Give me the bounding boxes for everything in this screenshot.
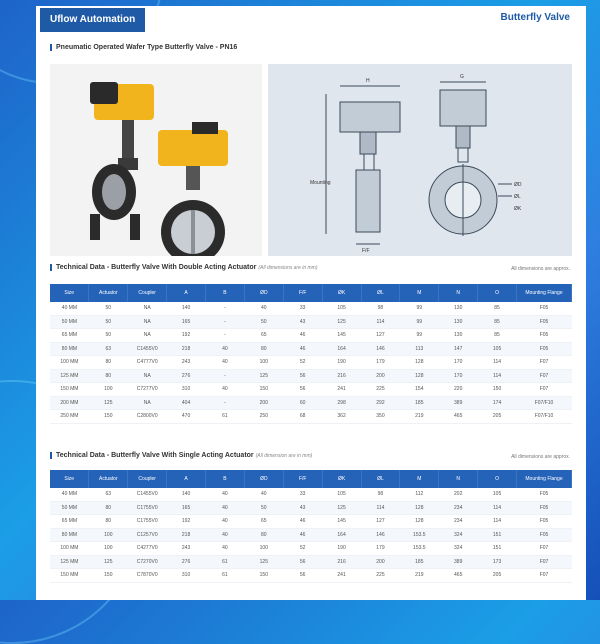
table-cell: 65 MM bbox=[50, 329, 89, 343]
table-cell: 100 MM bbox=[50, 542, 89, 556]
table-cell: 218 bbox=[167, 528, 206, 542]
column-header: ØK bbox=[322, 470, 361, 488]
table-cell: F05 bbox=[517, 528, 572, 542]
table-cell: 112 bbox=[400, 488, 439, 501]
table-cell: 40 bbox=[206, 356, 245, 370]
table-cell: 165 bbox=[167, 501, 206, 515]
table-cell: 130 bbox=[439, 302, 478, 315]
column-header: O bbox=[478, 284, 517, 302]
column-header: ØD bbox=[244, 470, 283, 488]
front-view bbox=[429, 82, 512, 236]
table-row bbox=[50, 515, 572, 529]
table-row bbox=[50, 488, 572, 501]
table-cell: 174 bbox=[478, 396, 517, 410]
table-cell: 243 bbox=[167, 356, 206, 370]
table-cell: 250 bbox=[244, 410, 283, 424]
dim-label-h: H bbox=[366, 78, 370, 84]
table-cell: 276 bbox=[167, 369, 206, 383]
table-cell: 65 bbox=[244, 515, 283, 529]
table-cell: 68 bbox=[283, 410, 322, 424]
table-cell: 50 bbox=[89, 329, 128, 343]
table-cell: 125 bbox=[244, 369, 283, 383]
dim-label-ff: F/F bbox=[362, 248, 370, 254]
table-cell: 140 bbox=[167, 302, 206, 315]
table-row bbox=[50, 329, 572, 343]
column-header: A bbox=[167, 470, 206, 488]
table-cell: 150 bbox=[89, 569, 128, 583]
table-row bbox=[50, 528, 572, 542]
table-cell: 145 bbox=[322, 329, 361, 343]
table-cell: 113 bbox=[400, 342, 439, 356]
table-row bbox=[50, 302, 572, 315]
table-cell: 127 bbox=[361, 515, 400, 529]
table-cell: 100 bbox=[244, 356, 283, 370]
table-cell: 404 bbox=[167, 396, 206, 410]
table-cell: 127 bbox=[361, 329, 400, 343]
table-cell: 140 bbox=[167, 488, 206, 501]
table-cell: 192 bbox=[167, 515, 206, 529]
dim-label-mounting: Mounting bbox=[310, 180, 331, 186]
table-cell: 128 bbox=[400, 501, 439, 515]
table-cell: 389 bbox=[439, 396, 478, 410]
table-cell: F05 bbox=[517, 488, 572, 501]
table-cell: 389 bbox=[439, 555, 478, 569]
table-row bbox=[50, 396, 572, 410]
table-cell: F07 bbox=[517, 383, 572, 397]
table-cell: F07 bbox=[517, 356, 572, 370]
table-cell: 310 bbox=[167, 569, 206, 583]
table-cell: 63 bbox=[89, 342, 128, 356]
table-cell: 243 bbox=[167, 542, 206, 556]
table-cell: 98 bbox=[361, 488, 400, 501]
table-cell: 40 bbox=[206, 342, 245, 356]
column-header: ØD bbox=[244, 284, 283, 302]
table-cell: 145 bbox=[322, 515, 361, 529]
table-cell: F07/F10 bbox=[517, 396, 572, 410]
table-cell: 234 bbox=[439, 501, 478, 515]
table-cell: - bbox=[206, 369, 245, 383]
column-header: ØL bbox=[361, 284, 400, 302]
dim-label-k: ØK bbox=[514, 206, 522, 212]
table-cell: F05 bbox=[517, 302, 572, 315]
single-acting-note: (All dimension are in mm) bbox=[255, 453, 313, 459]
table-cell: 146 bbox=[361, 342, 400, 356]
table-header-row bbox=[50, 470, 572, 488]
table-cell: 46 bbox=[283, 342, 322, 356]
table-cell: - bbox=[206, 315, 245, 329]
table-cell: C2800V0 bbox=[128, 410, 167, 424]
column-header: ØL bbox=[361, 470, 400, 488]
double-acting-approx-note: All dimensions are approx. bbox=[511, 266, 570, 272]
table-cell: 130 bbox=[439, 329, 478, 343]
table-cell: 46 bbox=[283, 329, 322, 343]
table-cell: 105 bbox=[478, 488, 517, 501]
single-acting-approx-note: All dimensions are approx. bbox=[511, 454, 570, 460]
table-cell: 50 MM bbox=[50, 315, 89, 329]
table-cell: 105 bbox=[478, 342, 517, 356]
column-header: B bbox=[206, 284, 245, 302]
table-cell: 200 bbox=[244, 396, 283, 410]
table-cell: 350 bbox=[361, 410, 400, 424]
table-cell: 50 bbox=[244, 501, 283, 515]
table-cell: 114 bbox=[361, 501, 400, 515]
category-title: Butterfly Valve bbox=[500, 12, 570, 23]
table-cell: F05 bbox=[517, 342, 572, 356]
table-cell: 40 bbox=[206, 542, 245, 556]
table-cell: 151 bbox=[478, 542, 517, 556]
table-cell: 33 bbox=[283, 302, 322, 315]
column-header: Coupler bbox=[128, 284, 167, 302]
table-cell: 50 bbox=[89, 315, 128, 329]
table-cell: 80 bbox=[89, 356, 128, 370]
table-cell: 40 bbox=[206, 528, 245, 542]
table-cell: F05 bbox=[517, 501, 572, 515]
table-cell: 60 bbox=[283, 396, 322, 410]
table-cell: 114 bbox=[361, 315, 400, 329]
table-row bbox=[50, 315, 572, 329]
table-cell: NA bbox=[128, 329, 167, 343]
table-cell: C4277V0 bbox=[128, 542, 167, 556]
table-cell: C4777V0 bbox=[128, 356, 167, 370]
table-cell: 125 MM bbox=[50, 369, 89, 383]
table-cell: 164 bbox=[322, 528, 361, 542]
column-header: Size bbox=[50, 284, 89, 302]
table-cell: 43 bbox=[283, 315, 322, 329]
table-cell: 234 bbox=[439, 515, 478, 529]
table-cell: 185 bbox=[400, 396, 439, 410]
table-cell: 85 bbox=[478, 329, 517, 343]
table-cell: 100 bbox=[89, 528, 128, 542]
table-cell: 40 bbox=[206, 488, 245, 501]
datasheet-page bbox=[36, 6, 586, 600]
valve-photo-illustration bbox=[50, 64, 262, 256]
table-cell: 125 MM bbox=[50, 555, 89, 569]
double-acting-title bbox=[50, 264, 318, 271]
table-cell: 151 bbox=[478, 528, 517, 542]
table-cell: 165 bbox=[167, 315, 206, 329]
table-cell: 56 bbox=[283, 383, 322, 397]
table-cell: C1755V0 bbox=[128, 515, 167, 529]
table-cell: 114 bbox=[478, 356, 517, 370]
column-header: O bbox=[478, 470, 517, 488]
table-cell: 125 bbox=[89, 555, 128, 569]
table-cell: 40 bbox=[244, 302, 283, 315]
table-cell: F05 bbox=[517, 329, 572, 343]
column-header: M bbox=[400, 470, 439, 488]
table-cell: C1257V0 bbox=[128, 528, 167, 542]
single-acting-table bbox=[50, 470, 572, 583]
table-cell: 150 MM bbox=[50, 569, 89, 583]
column-header: N bbox=[439, 284, 478, 302]
table-cell: 153.5 bbox=[400, 528, 439, 542]
table-cell: 114 bbox=[478, 501, 517, 515]
table-cell: 114 bbox=[478, 515, 517, 529]
table-row bbox=[50, 383, 572, 397]
table-cell: 218 bbox=[167, 342, 206, 356]
table-cell: F07 bbox=[517, 542, 572, 556]
table-cell: 276 bbox=[167, 555, 206, 569]
table-cell: 56 bbox=[283, 555, 322, 569]
column-header: ØK bbox=[322, 284, 361, 302]
table-cell: F07 bbox=[517, 555, 572, 569]
table-cell: 150 bbox=[244, 383, 283, 397]
table-row bbox=[50, 555, 572, 569]
table-cell: 202 bbox=[439, 488, 478, 501]
table-cell: 146 bbox=[361, 528, 400, 542]
table-cell: 80 bbox=[89, 369, 128, 383]
table-cell: NA bbox=[128, 315, 167, 329]
table-cell: 170 bbox=[439, 356, 478, 370]
table-cell: 63 bbox=[89, 488, 128, 501]
table-cell: 292 bbox=[361, 396, 400, 410]
table-cell: 100 bbox=[244, 542, 283, 556]
table-cell: 324 bbox=[439, 528, 478, 542]
table-cell: 33 bbox=[283, 488, 322, 501]
single-acting-title bbox=[50, 452, 312, 459]
table-cell: 128 bbox=[400, 369, 439, 383]
table-cell: NA bbox=[128, 302, 167, 315]
table-cell: 99 bbox=[400, 329, 439, 343]
table-cell: 241 bbox=[322, 383, 361, 397]
table-cell: F07 bbox=[517, 369, 572, 383]
table-cell: 219 bbox=[400, 569, 439, 583]
table-cell: 128 bbox=[400, 356, 439, 370]
table-cell: 225 bbox=[361, 569, 400, 583]
table-cell: 150 bbox=[478, 383, 517, 397]
table-cell: 125 bbox=[89, 396, 128, 410]
table-cell: 80 MM bbox=[50, 528, 89, 542]
table-cell: 164 bbox=[322, 342, 361, 356]
table-cell: 362 bbox=[322, 410, 361, 424]
table-cell: 105 bbox=[322, 302, 361, 315]
table-cell: 125 bbox=[322, 315, 361, 329]
table-cell: 80 bbox=[89, 515, 128, 529]
table-cell: 99 bbox=[400, 302, 439, 315]
table-cell: 465 bbox=[439, 410, 478, 424]
table-cell: 46 bbox=[283, 515, 322, 529]
table-cell: 220 bbox=[439, 383, 478, 397]
table-cell: 61 bbox=[206, 410, 245, 424]
table-cell: F07/F10 bbox=[517, 410, 572, 424]
table-cell: 216 bbox=[322, 555, 361, 569]
valve-left bbox=[90, 82, 154, 240]
double-acting-table bbox=[50, 284, 572, 424]
table-cell: 192 bbox=[167, 329, 206, 343]
table-cell: 147 bbox=[439, 342, 478, 356]
table-cell: 43 bbox=[283, 501, 322, 515]
column-header: Size bbox=[50, 470, 89, 488]
table-cell: 40 bbox=[244, 488, 283, 501]
table-cell: 50 bbox=[89, 302, 128, 315]
table-cell: 80 bbox=[89, 501, 128, 515]
product-title: Pneumatic Operated Wafer Type Butterfly Valve - PN16 bbox=[50, 44, 237, 51]
table-row bbox=[50, 569, 572, 583]
column-header: Coupler bbox=[128, 470, 167, 488]
column-header: F/F bbox=[283, 470, 322, 488]
brand-label: Uflow Automation bbox=[40, 8, 145, 32]
table-cell: 40 bbox=[206, 501, 245, 515]
side-view bbox=[326, 86, 400, 244]
table-row bbox=[50, 410, 572, 424]
table-cell: 154 bbox=[400, 383, 439, 397]
table-cell: 185 bbox=[400, 555, 439, 569]
single-acting-title-text: Technical Data - Butterfly Valve With Single Acting Actuator bbox=[56, 452, 254, 459]
table-cell: 61 bbox=[206, 555, 245, 569]
table-cell: 125 bbox=[244, 555, 283, 569]
column-header: Mounting Flange bbox=[517, 470, 572, 488]
table-cell: C7277V0 bbox=[128, 383, 167, 397]
column-header: M bbox=[400, 284, 439, 302]
table-cell: 46 bbox=[283, 528, 322, 542]
table-cell: 98 bbox=[361, 302, 400, 315]
table-row bbox=[50, 356, 572, 370]
column-header: F/F bbox=[283, 284, 322, 302]
table-cell: NA bbox=[128, 396, 167, 410]
table-cell: 310 bbox=[167, 383, 206, 397]
product-photo bbox=[50, 64, 262, 256]
table-cell: 465 bbox=[439, 569, 478, 583]
table-cell: 205 bbox=[478, 410, 517, 424]
table-cell: 153.5 bbox=[400, 542, 439, 556]
table-cell: 190 bbox=[322, 542, 361, 556]
dimension-drawing bbox=[268, 64, 572, 256]
table-cell: 150 bbox=[89, 410, 128, 424]
table-cell: 100 bbox=[89, 383, 128, 397]
table-cell: 56 bbox=[283, 569, 322, 583]
table-cell: F05 bbox=[517, 515, 572, 529]
column-header: A bbox=[167, 284, 206, 302]
column-header: Mounting Flange bbox=[517, 284, 572, 302]
table-cell: 40 MM bbox=[50, 488, 89, 501]
table-cell: 250 MM bbox=[50, 410, 89, 424]
double-acting-note: (All dimensions are in mm) bbox=[258, 265, 318, 271]
table-cell: 80 bbox=[244, 342, 283, 356]
valve-right bbox=[158, 122, 228, 256]
column-header: N bbox=[439, 470, 478, 488]
table-row bbox=[50, 369, 572, 383]
table-cell: 40 MM bbox=[50, 302, 89, 315]
table-cell: - bbox=[206, 302, 245, 315]
table-cell: 200 bbox=[361, 555, 400, 569]
table-cell: 52 bbox=[283, 542, 322, 556]
table-cell: 50 MM bbox=[50, 501, 89, 515]
table-cell: 324 bbox=[439, 542, 478, 556]
table-cell: 100 bbox=[89, 542, 128, 556]
table-cell: C1455V0 bbox=[128, 488, 167, 501]
table-cell: 200 MM bbox=[50, 396, 89, 410]
table-cell: 65 bbox=[244, 329, 283, 343]
table-row bbox=[50, 542, 572, 556]
table-cell: 170 bbox=[439, 369, 478, 383]
table-cell: 128 bbox=[400, 515, 439, 529]
table-row bbox=[50, 342, 572, 356]
dim-label-g: G bbox=[460, 74, 464, 80]
double-acting-title-text: Technical Data - Butterfly Valve With Double Acting Actuator bbox=[56, 264, 257, 271]
table-row bbox=[50, 501, 572, 515]
table-cell: 470 bbox=[167, 410, 206, 424]
table-cell: F07 bbox=[517, 569, 572, 583]
table-cell: 216 bbox=[322, 369, 361, 383]
table-cell: 85 bbox=[478, 315, 517, 329]
table-cell: 80 bbox=[244, 528, 283, 542]
table-cell: 125 bbox=[322, 501, 361, 515]
column-header: Actuator bbox=[89, 284, 128, 302]
table-cell: 40 bbox=[206, 383, 245, 397]
column-header: B bbox=[206, 470, 245, 488]
table-cell: C1455V0 bbox=[128, 342, 167, 356]
table-cell: 173 bbox=[478, 555, 517, 569]
table-cell: 130 bbox=[439, 315, 478, 329]
dim-label-l: ØL bbox=[514, 194, 521, 200]
table-cell: 190 bbox=[322, 356, 361, 370]
table-cell: 100 MM bbox=[50, 356, 89, 370]
table-cell: C7270V0 bbox=[128, 555, 167, 569]
table-cell: 85 bbox=[478, 302, 517, 315]
table-cell: C7870V0 bbox=[128, 569, 167, 583]
table-cell: 219 bbox=[400, 410, 439, 424]
table-cell: 298 bbox=[322, 396, 361, 410]
table-cell: 179 bbox=[361, 542, 400, 556]
table-cell: 99 bbox=[400, 315, 439, 329]
table-header-row bbox=[50, 284, 572, 302]
table-cell: - bbox=[206, 396, 245, 410]
table-cell: C1755V0 bbox=[128, 501, 167, 515]
table-cell: 40 bbox=[206, 515, 245, 529]
technical-drawing bbox=[268, 64, 572, 256]
table-cell: 179 bbox=[361, 356, 400, 370]
table-cell: 56 bbox=[283, 369, 322, 383]
column-header: Actuator bbox=[89, 470, 128, 488]
table-cell: F05 bbox=[517, 315, 572, 329]
table-cell: 200 bbox=[361, 369, 400, 383]
table-cell: 50 bbox=[244, 315, 283, 329]
dim-label-d: ØD bbox=[514, 182, 522, 188]
table-cell: - bbox=[206, 329, 245, 343]
table-cell: 114 bbox=[478, 369, 517, 383]
table-cell: 65 MM bbox=[50, 515, 89, 529]
table-cell: 52 bbox=[283, 356, 322, 370]
table-cell: 105 bbox=[322, 488, 361, 501]
table-cell: 80 MM bbox=[50, 342, 89, 356]
table-cell: 150 bbox=[244, 569, 283, 583]
table-cell: 150 MM bbox=[50, 383, 89, 397]
table-cell: 61 bbox=[206, 569, 245, 583]
table-cell: 205 bbox=[478, 569, 517, 583]
table-cell: 225 bbox=[361, 383, 400, 397]
table-cell: 241 bbox=[322, 569, 361, 583]
table-cell: NA bbox=[128, 369, 167, 383]
